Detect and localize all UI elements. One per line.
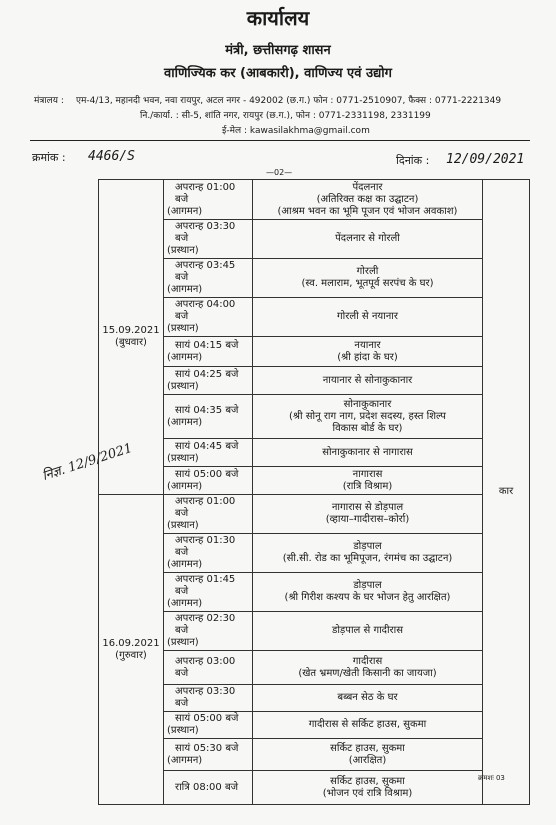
ref-number-value: 4466/S <box>88 149 135 164</box>
table-row <box>99 739 530 771</box>
time-cell <box>164 395 253 439</box>
status-text: (आगमन) <box>167 351 203 363</box>
table-row <box>99 367 530 395</box>
description-line: सोनाकुकानार <box>343 398 392 410</box>
table-row <box>99 495 530 534</box>
description-line: डोड़पाल <box>353 541 382 552</box>
table-row <box>99 771 530 805</box>
description-cell <box>253 685 483 712</box>
description-cell <box>253 534 483 573</box>
description-line: गोरली से नयानार <box>337 311 398 322</box>
status-text: (आगमन) <box>167 205 203 217</box>
time-cell <box>164 439 253 467</box>
day-weekday: (गुरुवार) <box>115 649 147 661</box>
time-cell <box>164 685 253 712</box>
table-row <box>99 180 530 220</box>
table-row <box>99 298 530 337</box>
time-text: अपरान्ह 03:45 बजे <box>175 260 236 283</box>
time-text: सायं 05:30 बजे <box>175 742 239 754</box>
time-cell <box>164 180 253 220</box>
description-line: (श्री सोनू राग नाग, प्रदेश सदस्य, हस्त शिल्प <box>289 410 446 422</box>
department-name: वाणिज्यिक कर (आबकारी), वाणिज्य एवं उद्योग <box>164 66 392 81</box>
table-row <box>99 685 530 712</box>
address-label: मंत्रालय : <box>34 96 64 106</box>
table-row <box>99 220 530 259</box>
schedule-table <box>98 179 530 805</box>
time-cell <box>164 651 253 685</box>
email-line: ई-मेल : kawasilakhma@gmail.com <box>222 126 370 136</box>
time-text: अपरान्ह 01:45 बजे <box>175 574 236 597</box>
status-text: (आगमन) <box>167 559 203 570</box>
continued-page-number: क्रमशः 03 <box>478 774 505 782</box>
table-row <box>99 439 530 467</box>
description-cell <box>253 495 483 534</box>
description-cell <box>253 612 483 651</box>
minister-office: मंत्री, छत्तीसगढ़ शासन <box>225 43 331 58</box>
table-row <box>99 612 530 651</box>
description-line: डोड़पाल <box>353 580 382 591</box>
status-text: (आगमन) <box>167 598 203 609</box>
description-line: (आरक्षित) <box>348 754 387 766</box>
address-line-1: एम-4/13, महानदी भवन, नवा रायपुर, अटल नगर - 492002 (छ.ग.) फोन : 0771-2510907, फैक्स : 0771-2221349 <box>76 96 502 106</box>
table-row <box>99 337 530 367</box>
description-cell <box>253 771 483 805</box>
description-line: नागारास <box>352 468 383 480</box>
time-text: सायं 04:45 बजे <box>175 440 239 452</box>
description-cell <box>253 712 483 739</box>
ref-date-value: 12/09/2021 <box>446 152 525 167</box>
address-line-2: नि./कार्या. : सी-5, शांति नगर, रायपुर (छ.ग.), फोन : 0771-2331198, 2331199 <box>140 111 431 121</box>
description-line: पेंदलनार <box>352 181 383 193</box>
ref-number-label: क्रमांक : <box>32 151 66 164</box>
table-row <box>99 534 530 573</box>
status-text: (आगमन) <box>167 480 203 492</box>
description-cell <box>253 259 483 298</box>
description-line: (भोजन एवं रात्रि विश्राम) <box>322 787 413 799</box>
day-date: 16.09.2021 <box>102 637 160 649</box>
time-text: अपरान्ह 03:30 बजे <box>175 686 236 709</box>
description-line: गादीरास <box>352 655 383 667</box>
description-cell <box>253 395 483 439</box>
table-row <box>99 467 530 495</box>
time-cell <box>164 573 253 612</box>
description-line: विकास बोर्ड के घर) <box>332 422 403 434</box>
description-line: डोड़पाल से गादीरास <box>331 625 404 636</box>
time-text: अपरान्ह 01:00 बजे <box>175 181 236 205</box>
description-line: नागारास से डोड़पाल <box>331 502 404 513</box>
handwritten-signature: निज्ञ. 12/9/2021 <box>40 440 135 485</box>
time-cell <box>164 337 253 367</box>
description-cell <box>253 298 483 337</box>
description-line: बब्बन सेठ के घर <box>337 692 398 703</box>
description-cell <box>253 573 483 612</box>
description-line: (सी.सी. रोड का भूमिपूजन, रंगमंच का उद्घाटन) <box>282 553 453 564</box>
day-cell <box>99 495 164 805</box>
time-cell <box>164 739 253 771</box>
status-text: (आगमन) <box>167 284 203 295</box>
time-cell <box>164 771 253 805</box>
description-cell <box>253 180 483 220</box>
status-text: (आगमन) <box>167 416 203 428</box>
time-text: सायं 05:00 बजे <box>175 713 239 724</box>
status-text: (प्रस्थान) <box>167 323 199 334</box>
description-line: (खेत भ्रमण/खेती किसानी का जायजा) <box>298 667 437 679</box>
description-cell <box>253 337 483 367</box>
time-text: अपरान्ह 03:30 बजे <box>175 221 236 244</box>
day-weekday: (बुधवार) <box>115 337 147 348</box>
description-cell <box>253 439 483 467</box>
time-cell <box>164 712 253 739</box>
description-line: (श्री गिरीश कश्यप के घर भोजन हेतु आरक्षित) <box>284 592 451 603</box>
description-line: सर्किट हाउस, सुकमा <box>330 775 405 787</box>
description-line: (श्री हांदा के घर) <box>337 351 398 363</box>
table-row <box>99 573 530 612</box>
description-line: (व्हाया–गादीरास–कोर्रा) <box>325 514 410 525</box>
description-line: (आश्रम भवन का भूमि पूजन एवं भोजन अवकाश) <box>277 205 458 217</box>
description-cell <box>253 467 483 495</box>
time-cell <box>164 259 253 298</box>
status-text: (प्रस्थान) <box>167 637 199 648</box>
time-cell <box>164 612 253 651</box>
time-cell <box>164 534 253 573</box>
status-text: (प्रस्थान) <box>167 520 199 531</box>
description-line: (रात्रि विश्राम) <box>342 480 393 492</box>
time-text: अपरान्ह 03:00 बजे <box>175 655 236 679</box>
time-text: सायं 05:00 बजे <box>175 468 239 480</box>
time-text: सायं 04:15 बजे <box>175 339 239 351</box>
description-line: गोरली <box>356 266 379 277</box>
office-title: कार्यालय <box>246 6 310 30</box>
description-line: गादीरास से सर्किट हाउस, सुकमा <box>308 719 427 730</box>
time-text: सायं 04:25 बजे <box>175 368 239 380</box>
description-line: नायानार से सोनाकुकानार <box>322 374 413 386</box>
description-cell <box>253 739 483 771</box>
page-marker: —02— <box>266 168 293 177</box>
time-text: अपरान्ह 02:30 बजे <box>175 613 236 636</box>
time-text: अपरान्ह 04:00 बजे <box>175 299 236 322</box>
description-line: नयानार <box>354 339 381 351</box>
time-text: अपरान्ह 01:30 बजे <box>175 535 236 558</box>
table-row <box>99 712 530 739</box>
table-row <box>99 259 530 298</box>
time-cell <box>164 467 253 495</box>
description-line: पेंदलनार से गोरली <box>335 233 400 244</box>
description-line: (अतिरिक्त कक्ष का उद्घाटन) <box>316 193 419 205</box>
day-date: 15.09.2021 <box>102 325 160 336</box>
time-text: रात्रि 08:00 बजे <box>175 781 239 793</box>
status-text: (प्रस्थान) <box>167 725 199 736</box>
description-cell <box>253 651 483 685</box>
time-cell <box>164 495 253 534</box>
travel-mode-cell: कार <box>483 180 530 805</box>
description-cell <box>253 367 483 395</box>
status-text: (प्रस्थान) <box>167 245 199 256</box>
time-text: अपरान्ह 01:00 बजे <box>175 496 236 519</box>
description-cell <box>253 220 483 259</box>
status-text: (आगमन) <box>167 754 203 766</box>
description-line: (स्व. मलाराम, भूतपूर्व सरपंच के घर) <box>301 278 434 289</box>
status-text: (प्रस्थान) <box>167 380 199 392</box>
table-row <box>99 651 530 685</box>
time-cell <box>164 298 253 337</box>
ref-date-label: दिनांक : <box>396 154 430 167</box>
time-cell <box>164 220 253 259</box>
header-rule <box>30 140 530 141</box>
table-row <box>99 395 530 439</box>
description-line: सोनाकुकानार से नागारास <box>322 446 413 458</box>
status-text: (प्रस्थान) <box>167 452 199 464</box>
description-line: सर्किट हाउस, सुकमा <box>330 742 405 754</box>
time-text: सायं 04:35 बजे <box>175 404 239 416</box>
time-cell <box>164 367 253 395</box>
